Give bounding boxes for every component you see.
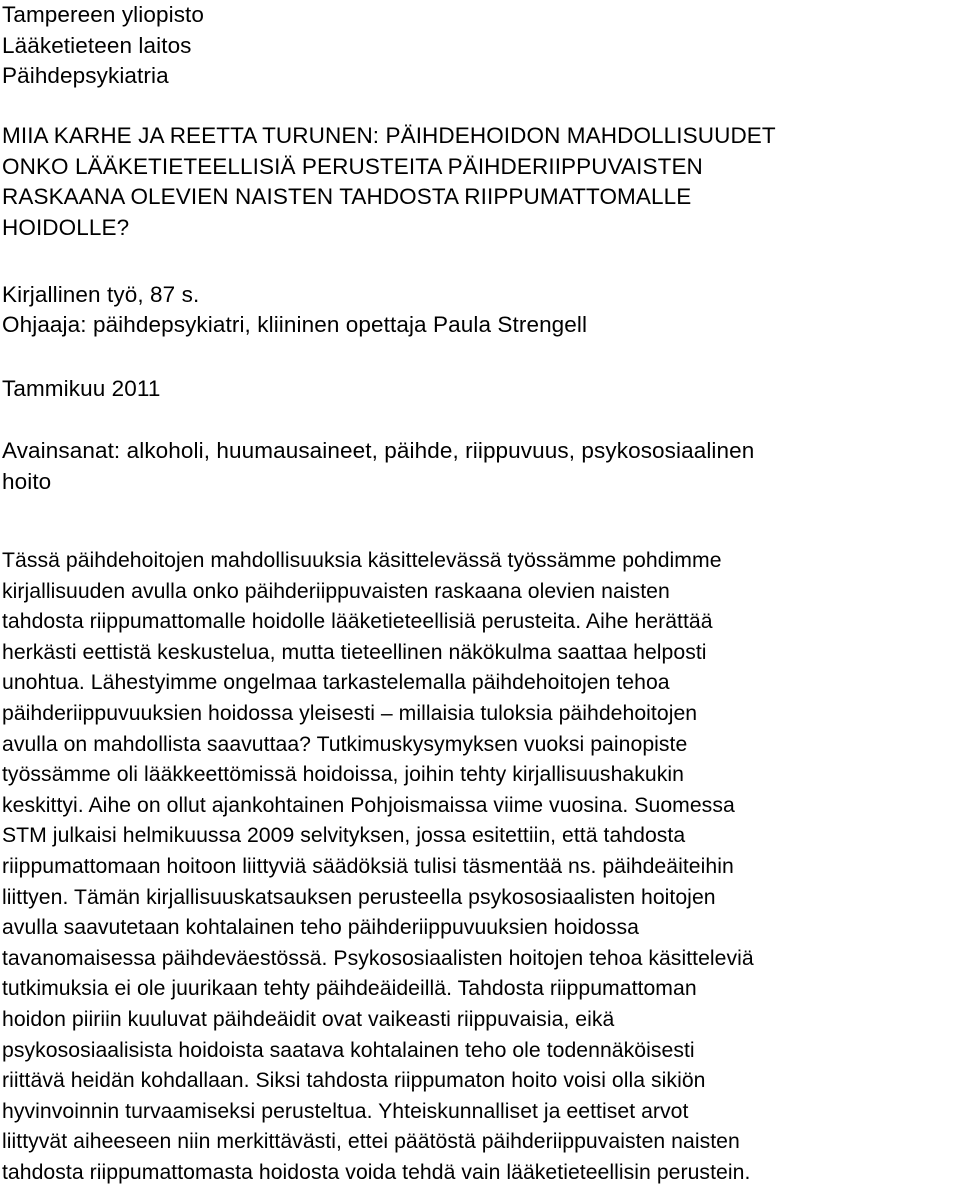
abstract-line: unohtua. Lähestyimme ongelmaa tarkastelemalla päihdehoitojen tehoa [2, 671, 670, 695]
abstract-line: psykososiaalisista hoidoista saatava kohtalainen teho ole todennäköisesti [2, 1038, 695, 1062]
abstract-line: tahdosta riippumattomalle hoidolle lääketieteellisiä perusteita. Aihe herättää [2, 610, 713, 634]
abstract-line: riittävä heidän kohdallaan. Siksi tahdosta riippumaton hoito voisi olla sikiön [2, 1069, 706, 1093]
abstract-line: herkästi eettistä keskustelua, mutta tieteellinen näkökulma saattaa helposti [2, 640, 707, 664]
publication-date: Tammikuu 2011 [2, 376, 161, 401]
thesis-title [2, 121, 776, 243]
abstract-line: riippumattomaan hoitoon liittyviä säädöksiä tulisi täsmentää ns. päihdeäiteihin [2, 854, 734, 878]
abstract-line: avulla saavutetaan kohtalainen teho päihderiippuvuuksien hoidossa [2, 916, 639, 940]
abstract-line: päihderiippuvuuksien hoidossa yleisesti – millaisia tuloksia päihdehoitojen [2, 701, 698, 725]
department-name: Päihdepsykiatria [2, 63, 169, 88]
title-line: HOIDOLLE? [2, 214, 130, 240]
supervisor: Ohjaaja: päihdepsykiatri, kliininen opettaja Paula Strengell [2, 312, 588, 337]
title-line: MIIA KARHE JA REETTA TURUNEN: PÄIHDEHOIDON MAHDOLLISUUDET [2, 123, 776, 148]
abstract [2, 546, 754, 1188]
abstract-line: kirjallisuuden avulla onko päihderiippuvaisten raskaana olevien naisten [2, 579, 670, 603]
page-count: Kirjallinen työ, 87 s. [2, 282, 200, 307]
faculty-name: Lääketieteen laitos [2, 32, 192, 58]
institution-header [2, 0, 204, 92]
abstract-line: liittyen. Tämän kirjallisuuskatsauksen perusteella psykososiaalisten hoitojen [2, 885, 716, 909]
abstract-line: hyvinvoinnin turvaamiseksi perusteltua. Yhteiskunnalliset ja eettiset arvot [2, 1099, 689, 1123]
abstract-line: STM julkaisi helmikuussa 2009 selvityksen, jossa esitettiin, että tahdosta [2, 824, 686, 848]
abstract-line: työssämme oli lääkkeettömissä hoidoissa, joihin tehty kirjallisuushakukin [2, 763, 684, 787]
abstract-line: keskittyi. Aihe on ollut ajankohtainen Pohjoismaissa viime vuosina. Suomessa [2, 793, 735, 817]
abstract-line: tavanomaisessa päihdeväestössä. Psykososiaalisten hoitojen tehoa käsitteleviä [2, 946, 754, 970]
title-line: ONKO LÄÄKETIETEELLISIÄ PERUSTEITA PÄIHDERIIPPUVAISTEN [2, 153, 703, 179]
keywords [2, 436, 754, 497]
abstract-line: tutkimuksia ei ole juurikaan tehty päihdeäideillä. Tahdosta riippumattoman [2, 977, 697, 1001]
keywords-line: Avainsanat: alkoholi, huumausaineet, päihde, riippuvuus, psykososiaalinen [2, 438, 755, 463]
abstract-line: liittyvät aiheeseen niin merkittävästi, ettei päätöstä päihderiippuvaisten naisten [2, 1130, 740, 1154]
abstract-line: hoidon piiriin kuuluvat päihdeäidit ovat vaikeasti riippuvaisia, eikä [2, 1007, 615, 1031]
abstract-line: Tässä päihdehoitojen mahdollisuuksia käsittelevässä työssämme pohdimme [2, 549, 722, 572]
keywords-line: hoito [2, 468, 52, 494]
abstract-line: avulla on mahdollista saavuttaa? Tutkimuskysymyksen vuoksi painopiste [2, 732, 688, 756]
university-name: Tampereen yliopisto [2, 2, 205, 27]
abstract-line: tahdosta riippumattomasta hoidosta voida tehdä vain lääketieteellisin perustein. [2, 1160, 751, 1184]
title-line: RASKAANA OLEVIEN NAISTEN TAHDOSTA RIIPPUMATTOMALLE [2, 184, 692, 209]
